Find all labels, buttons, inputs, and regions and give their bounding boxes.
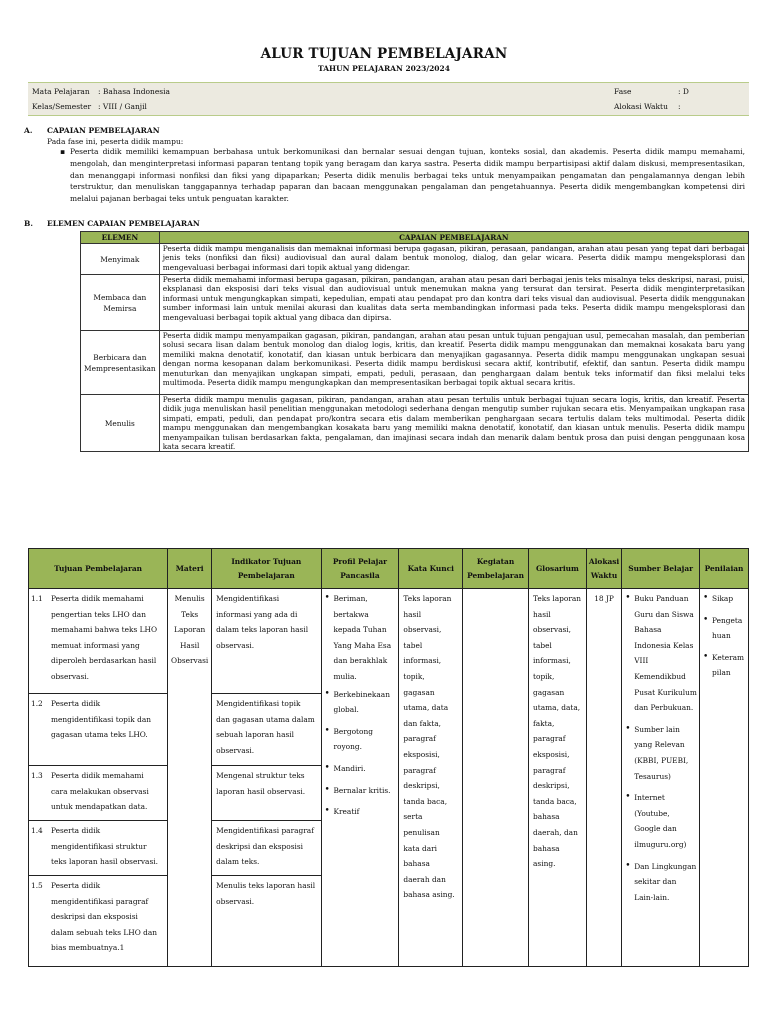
indikator-item: Mengidentifikasi informasi yang ada di dalam teks laporan hasil observasi. — [212, 589, 320, 694]
elemen-name: Membaca dan Memirsa — [81, 275, 160, 331]
elemen-row — [81, 244, 749, 275]
profil-item: • Bernalar kritis. — [324, 783, 397, 799]
indikator-item: Mengidentifikasi paragraf deskripsi dan eksposisi dalam teks. — [212, 821, 320, 876]
elemen-header-row — [81, 232, 749, 244]
tujuan-text: Peserta didik mengidentifikasi topik dan gagasan utama teks LHO. — [51, 699, 151, 740]
kegiatan-cell — [463, 589, 529, 967]
elemen-capaian: Peserta didik mampu menganalisis dan memaknai informasi berupa gagasan, pikiran, perasaan, pandangan, arahan atau pesan yang tepat dari berbagai jenis teks (nonfiksi dan fiksi) audiovisual dan aural dalam bentuk monolog, dialog, dan gelar wicara. Peserta didik mampu mengeksplorasi dan mengevaluasi berbagai informasi dari topik aktual yang didengar. — [159, 244, 748, 275]
sumber-cell — [622, 589, 700, 967]
header-materi: Materi — [168, 549, 212, 589]
elemen-name: Menulis — [81, 395, 160, 452]
section-a-bullet: ▪ — [60, 147, 66, 156]
penilaian-list — [702, 591, 746, 681]
tujuan-item — [29, 589, 167, 694]
elemen-col-header: ELEMEN — [81, 232, 160, 244]
penilaian-cell — [700, 589, 749, 967]
tujuan-item — [29, 766, 167, 821]
tujuan-cell — [29, 589, 168, 967]
alokasi-cell: 18 JP — [586, 589, 621, 967]
section-a-body: Peserta didik memiliki kemampuan berbahasa untuk berkomunikasi dan bernalar sesuai dengan tujuan, konteks sosial, dan akademis. Peserta didik mampu memahami, mengolah, dan menginterpretasi informasi paparan tentang topik yang beragam dan karya sastra. Peserta didik mampu berpartisipasi aktif dalam diskusi, mempresentasikan, dan menanggapi informasi nonfiksi dan fiksi yang dipaparkan; Peserta didik menulis berbagai teks untuk menyampaikan pengamatan dan pengalamannya dengan lebih terstruktur, dan menuliskan tanggapannya terhadap paparan dan bacaan menggunakan pengalaman dan pengetahuannya. Peserta didik mengembangkan kompetensi diri melalui pajanan berbagai teks untuk penguatan karakter. — [70, 147, 745, 204]
header-glosarium: Glosarium — [529, 549, 587, 589]
section-a-heading: CAPAIAN PEMBELAJARAN — [47, 126, 160, 135]
glosarium-cell: Teks laporan hasil observasi, tabel informasi, topik, gagasan utama, data, fakta, paragraf eksposisi, paragraf deskripsi, tanda baca, bahasa daerah, dan bahasa asing. — [529, 589, 587, 967]
profil-cell — [321, 589, 399, 967]
profil-item: • Bergotong royong. — [324, 724, 397, 755]
elemen-table — [80, 231, 749, 452]
header-kegiatan: Kegiatan Pembelajaran — [463, 549, 529, 589]
header-tujuan: Tujuan Pembelajaran — [29, 549, 168, 589]
tujuan-item — [29, 821, 167, 876]
header-profil: Profil Pelajar Pancasila — [321, 549, 399, 589]
tujuan-text: Peserta didik mengidentifikasi paragraf deskripsi dan eksposisi dalam sebuah teks LHO dan bias membuatnya.1 — [51, 881, 158, 953]
section-a-letter: A. — [24, 126, 33, 135]
tujuan-number: 1.5 — [31, 881, 43, 890]
atp-table — [28, 548, 749, 967]
tujuan-number: 1.2 — [31, 699, 43, 708]
section-a-intro: Pada fase ini, peserta didik mampu: — [47, 137, 184, 146]
penilaian-item: • Pengetahuan — [702, 613, 746, 644]
atp-row — [29, 589, 749, 967]
elemen-row — [81, 395, 749, 452]
tujuan-number: 1.3 — [31, 771, 43, 780]
header-sumber: Sumber Belajar — [622, 549, 700, 589]
profil-item: • Mandiri. — [324, 761, 397, 777]
kelas-value: : VIII / Ganjil — [98, 102, 147, 111]
elemen-row — [81, 331, 749, 395]
section-b-heading: ELEMEN CAPAIAN PEMBELAJARAN — [47, 219, 200, 228]
mapel-label: Mata Pelajaran — [32, 87, 90, 96]
sumber-list — [624, 591, 697, 905]
atp-header-row — [29, 549, 749, 589]
header-penilaian: Penilaian — [700, 549, 749, 589]
header-kata-kunci: Kata Kunci — [399, 549, 463, 589]
elemen-capaian: Peserta didik mampu menulis gagasan, pikiran, pandangan, arahan atau pesan tertulis untuk berbagai tujuan secara logis, kritis, dan kreatif. Peserta didik juga menuliskan hasil penelitian menggunakan metodologi sederhana dengan mengutip sumber rujukan secara etis. Menyampaikan ungkapan rasa simpati, empati, peduli, dan pendapat pro/kontra secara etis dalam memberikan penghargaan secara tertulis dalam teks multimodal. Peserta didik mampu menggunakan dan mengembangkan kosakata baru yang memiliki makna denotatif, konotatif, dan kiasan untuk menulis. Peserta didik mampu menyampaikan tulisan berdasarkan fakta, pengalaman, dan imajinasi secara indah dan menarik dalam bentuk prosa dan puisi dengan penggunaan kosa kata secara kreatif. — [159, 395, 748, 452]
kata-kunci-cell: Teks laporan hasil observasi, tabel informasi, topik, gagasan utama, data dan fakta, paragraf eksposisi, paragraf deskripsi, tanda baca, serta penulisan kata dari bahasa daerah dan bahasa asing. — [399, 589, 463, 967]
sumber-item: • Dan Lingkungan sekitar dan Lain-lain. — [624, 859, 697, 906]
profil-item: • Kreatif — [324, 804, 397, 820]
sumber-item: • Internet (Youtube, Google dan ilmuguru.org) — [624, 790, 697, 852]
fase-value: : D — [678, 87, 689, 96]
profil-item: • Beriman, bertakwa kepada Tuhan Yang Maha Esa dan berakhlak mulia. — [324, 591, 397, 685]
kelas-label: Kelas/Semester — [32, 102, 92, 111]
indikator-cell — [212, 589, 321, 967]
tujuan-text: Peserta didik memahami pengertian teks LHO dan memahami bahwa teks LHO memuat informasi yang diperoleh berdasarkan hasil observasi. — [51, 594, 158, 681]
document-subtitle: TAHUN PELAJARAN 2023/2024 — [318, 64, 450, 73]
document-title: ALUR TUJUAN PEMBELAJARAN — [260, 46, 508, 62]
header-indikator: Indikator Tujuan Pembelajaran — [212, 549, 321, 589]
penilaian-item: • Sikap — [702, 591, 746, 607]
info-bar — [28, 82, 749, 116]
section-b-letter: B. — [24, 219, 33, 228]
capaian-col-header: CAPAIAN PEMBELAJARAN — [159, 232, 748, 244]
sumber-item: • Sumber lain yang Relevan (KBBI, PUEBI, Tesaurus) — [624, 722, 697, 784]
alokasi-label: Alokasi Waktu — [614, 102, 668, 111]
elemen-capaian: Peserta didik mampu menyampaikan gagasan, pikiran, pandangan, arahan atau pesan untuk tujuan pengajuan usul, pemecahan masalah, dan pemberian solusi secara lisan dalam bentuk monolog dan dialog logis, kritis, dan kreatif. Peserta didik mampu menggunakan dan memaknai kosakata baru yang memiliki makna denotatif, konotatif, dan kiasan untuk berbicara dan menyajikan gagasannya. Peserta didik mampu menggunakan ungkapan sesuai dengan norma kesopanan dalam berkomunikasi. Peserta didik mampu berdiskusi secara aktif, kontributif, efektif, dan santun. Peserta didik mampu menuturkan dan menyajikan ungkapan simpati, empati, peduli, perasaan, dan penghargaan dalam bentuk teks informatif dan fiksi melalui teks multimoda. Peserta didik mampu mengungkapkan dan mempresentasikan berbagai topik aktual secara kritis. — [159, 331, 748, 395]
elemen-capaian: Peserta didik memahami informasi berupa gagasan, pikiran, pandangan, arahan atau pesan dari berbagai jenis teks misalnya teks deskripsi, narasi, puisi, eksplanasi dan eksposisi dari teks visual dan audiovisual untuk menemukan makna yang tersurat dan tersirat. Peserta didik menginterpretasikan informasi untuk mengungkapkan simpati, kepedulian, empati atau pendapat pro dan kontra dari teks visual dan audiovisual. Peserta didik menggunakan sumber informasi lain untuk menilai akurasi dan kualitas data serta membandingkan informasi pada teks. Peserta didik mampu mengeksplorasi dan mengevaluasi berbagai topik aktual yang dibaca dan dipirsa. — [159, 275, 748, 331]
materi-cell: Menulis Teks Laporan Hasil Observasi — [168, 589, 212, 967]
elemen-name: Berbicara dan Mempresentasikan — [81, 331, 160, 395]
elemen-row — [81, 275, 749, 331]
elemen-name: Menyimak — [81, 244, 160, 275]
fase-label: Fase — [614, 87, 632, 96]
tujuan-number: 1.1 — [31, 594, 43, 603]
tujuan-item — [29, 694, 167, 766]
tujuan-item — [29, 876, 167, 960]
header-alokasi: Alokasi Waktu — [586, 549, 621, 589]
indikator-item: Mengidentifikasi topik dan gagasan utama dalam sebuah laporan hasil observasi. — [212, 694, 320, 766]
penilaian-item: • Keterampilan — [702, 650, 746, 681]
sumber-item: • Buku Panduan Guru dan Siswa Bahasa Indonesia Kelas VIII Kemendikbud Pusat Kurikulum dan Perbukuan. — [624, 591, 697, 716]
indikator-item: Mengenal struktur teks laporan hasil observasi. — [212, 766, 320, 821]
alokasi-value: : — [678, 102, 681, 111]
indikator-item: Menulis teks laporan hasil observasi. — [216, 881, 316, 906]
profil-list — [324, 591, 397, 820]
tujuan-text: Peserta didik memahami cara melakukan observasi untuk mendapatkan data. — [51, 771, 149, 812]
mapel-value: : Bahasa Indonesia — [98, 87, 170, 96]
tujuan-text: Peserta didik mengidentifikasi struktur teks laporan hasil observasi. — [51, 826, 158, 867]
tujuan-number: 1.4 — [31, 826, 43, 835]
profil-item: • Berkebinekaan global. — [324, 687, 397, 718]
